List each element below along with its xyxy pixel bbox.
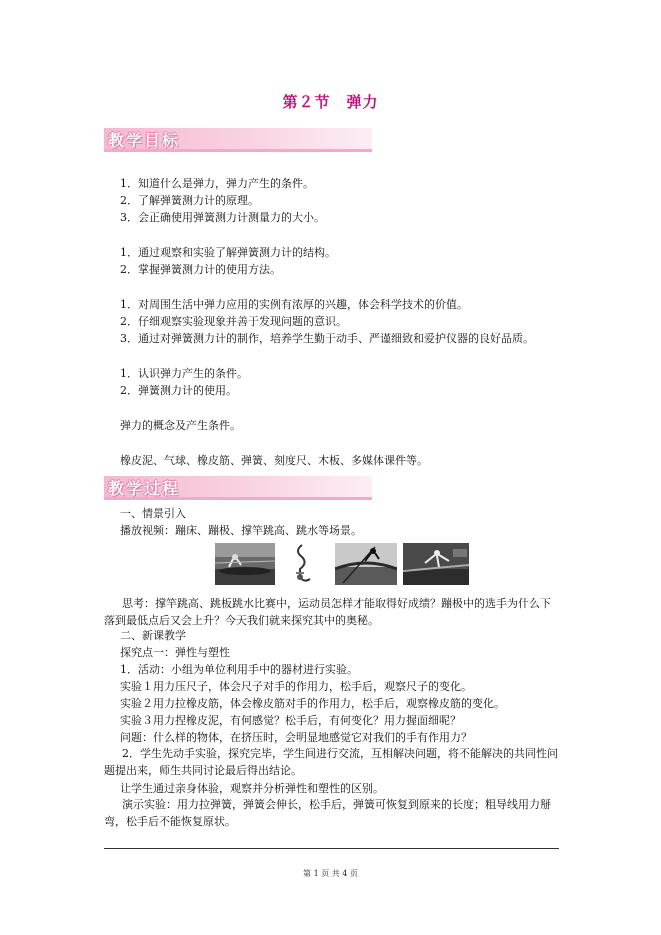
difficulty-text: 弹力的概念及产生条件。 (120, 419, 241, 432)
experiment-1: 实验１用力压尺子，体会尺子对手的作用力，松手后，观察尺子的变化。 (120, 680, 472, 693)
step2-paragraph: 2．学生先动手实验，探究完毕，学生间进行交流，互相解决问题，将不能解决的共同性问题提出来，师生共同讨论最后得出结论。 (104, 747, 558, 777)
goal-knowledge-1: 1．知道什么是弹力，弹力产生的条件。 (120, 177, 314, 190)
page-title: 第２节 弹力 (282, 93, 379, 111)
section-banner-teaching-goals (104, 128, 372, 152)
section1-heading: 一、情景引入 (120, 507, 186, 520)
question-text: 问题：什么样的物体，在挤压时，会明显地感觉它对我们的手有作用力？ (120, 731, 472, 744)
section1-video: 播放视频：蹦床、蹦极、撑竿跳高、跳水等场景。 (120, 524, 362, 537)
materials-text: 橡皮泥、气球、橡皮筋、弹簧、刻度尺、木板、多媒体课件等。 (120, 454, 428, 467)
key-point-2: 2．弹簧测力计的使用。 (120, 384, 237, 397)
thinking-paragraph: 思考：撑竿跳高、跳板跳水比赛中，运动员怎样才能取得好成绩？蹦极中的选手为什么下落到最低点后又会上升？今天我们就来探究其中的奥秘。 (104, 597, 551, 627)
trampoline-photo (215, 543, 275, 585)
goal-attitude-2: 2．仔细观察实验现象并善于发现问题的意识。 (120, 315, 347, 328)
goal-process-2: 2．掌握弹簧测力计的使用方法。 (120, 263, 281, 276)
goal-attitude-3: 3．通过对弹簧测力计的制作，培养学生勤于动手、严谨细致和爱护仪器的良好品质。 (120, 332, 534, 345)
goal-knowledge-3: 3．会正确使用弹簧测力计测量力的大小。 (120, 211, 325, 224)
demo-paragraph: 演示实验：用力拉弹簧，弹簧会伸长，松手后，弹簧可恢复到原来的长度；粗导线用力掰弯，松手后不能恢复原状。 (104, 798, 551, 828)
key-point-1: 1．认识弹力产生的条件。 (120, 367, 248, 380)
activity-text: 1．活动：小组为单位利用手中的器材进行实验。 (120, 663, 358, 676)
explore-point-1: 探究点一：弹性与塑性 (120, 646, 230, 659)
footer-rule (104, 848, 559, 849)
experiment-2: 实验２用力拉橡皮筋，体会橡皮筋对手的作用力，松手后，观察橡皮筋的变化。 (120, 697, 505, 710)
experiment-3: 实验３用力捏橡皮泥，有何感觉？松手后，有何变化？用力握面细呢？ (120, 714, 461, 727)
banner-label: 教学过程 (108, 479, 181, 498)
goal-knowledge-2: 2．了解弹簧测力计的原理。 (120, 194, 259, 207)
page-footer: 第 1 页 共 4 页 (303, 869, 358, 878)
banner-label: 教学目标 (108, 131, 181, 150)
pole-vault-photo (335, 543, 397, 585)
section-banner-teaching-process (104, 476, 372, 500)
experience-text: 让学生通过亲身体验，观察并分析弹性和塑性的区别。 (120, 782, 384, 795)
bungee-cord-photo (280, 543, 322, 585)
goal-process-1: 1．通过观察和实验了解弹簧测力计的结构。 (120, 246, 336, 259)
section2-heading: 二、新课教学 (120, 629, 186, 642)
diving-photo (403, 543, 469, 585)
goal-attitude-1: 1．对周围生活中弹力应用的实例有浓厚的兴趣，体会科学技术的价值。 (120, 298, 468, 311)
